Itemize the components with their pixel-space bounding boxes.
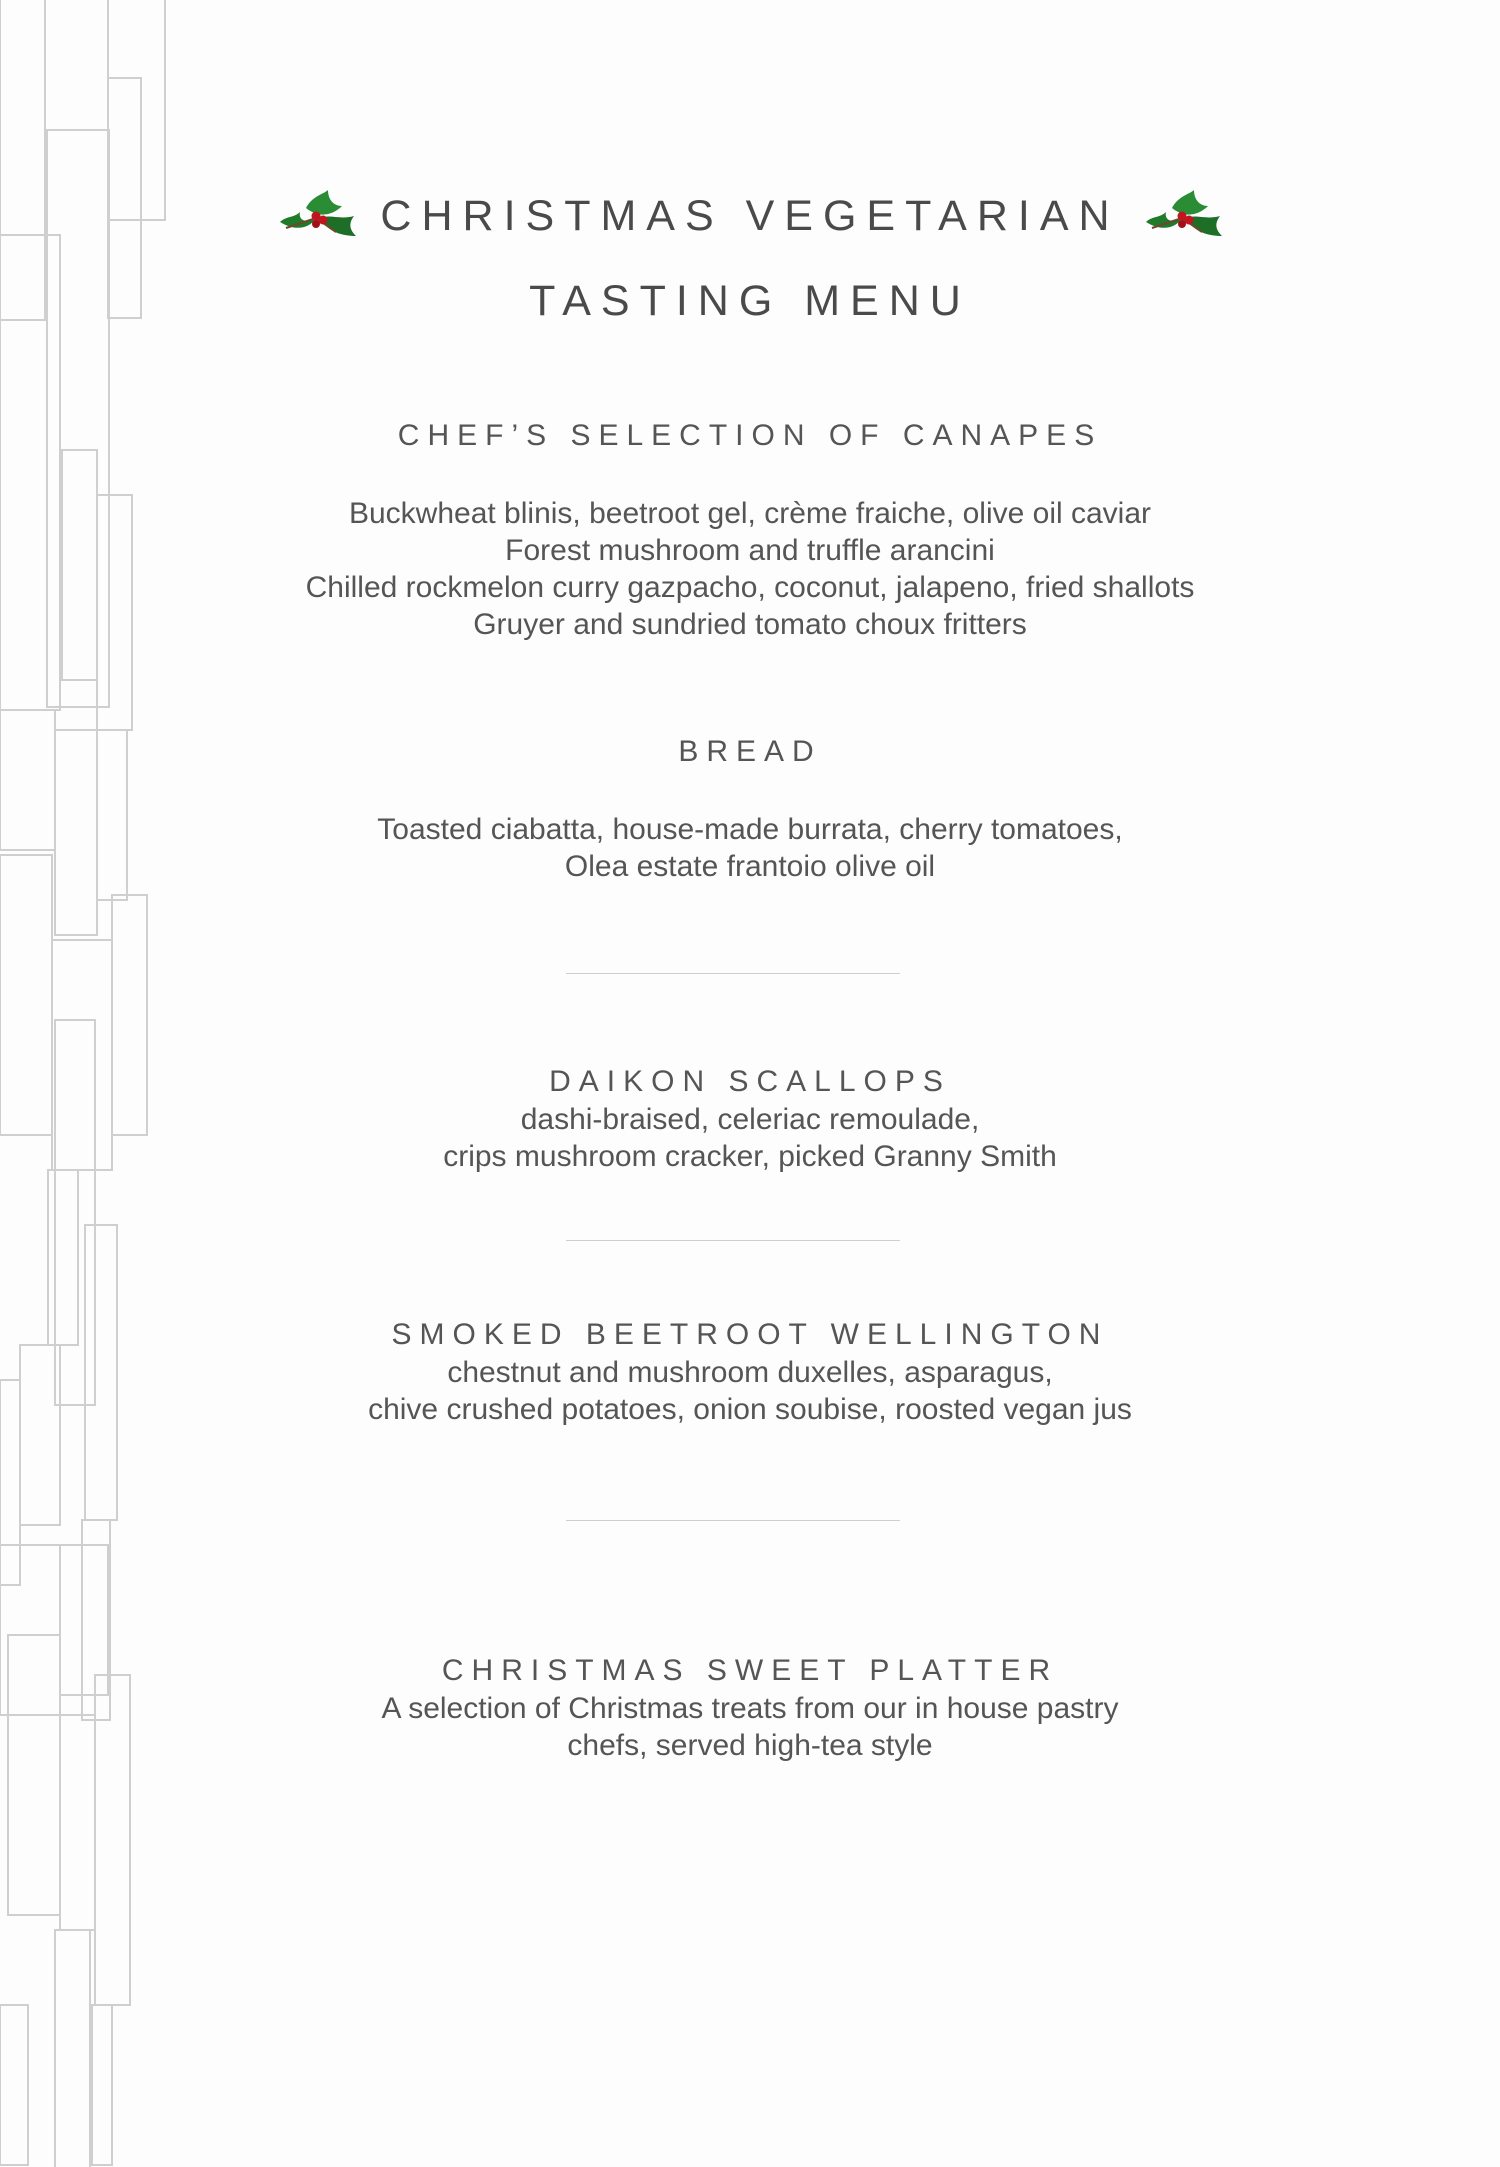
- course-canapes: [150, 421, 1350, 643]
- decorative-border: [0, 0, 170, 2167]
- course-item: Chilled rockmelon curry gazpacho, coconut, jalapeno, fried shallots: [305, 571, 1195, 604]
- menu-title-line2: TASTING MENU: [529, 277, 971, 325]
- divider: [566, 1240, 900, 1241]
- course-item: chefs, served high-tea style: [567, 1729, 933, 1762]
- divider: [566, 973, 900, 974]
- course-heading: CHRISTMAS SWEET PLATTER: [441, 1654, 1059, 1687]
- course-beetroot-wellington: [150, 1320, 1350, 1428]
- course-item: chestnut and mushroom duxelles, asparagus,: [447, 1356, 1053, 1389]
- course-heading: SMOKED BEETROOT WELLINGTON: [391, 1318, 1109, 1351]
- divider: [566, 1520, 900, 1521]
- course-item: A selection of Christmas treats from our in house pastry: [381, 1692, 1119, 1725]
- course-item: Toasted ciabatta, house-made burrata, cherry tomatoes,: [377, 813, 1123, 846]
- course-daikon-scallops: [150, 1067, 1350, 1175]
- holly-icon: [276, 188, 358, 244]
- menu-title-line1: CHRISTMAS VEGETARIAN: [380, 191, 1120, 240]
- course-heading: DAIKON SCALLOPS: [549, 1065, 951, 1098]
- course-heading: CHEF’S SELECTION OF CANAPES: [397, 419, 1103, 452]
- course-item: Gruyer and sundried tomato choux fritters: [473, 608, 1027, 641]
- holly-icon: [1142, 188, 1224, 244]
- course-item: chive crushed potatoes, onion soubise, roosted vegan jus: [368, 1393, 1132, 1426]
- course-item: crips mushroom cracker, picked Granny Smith: [443, 1140, 1057, 1173]
- course-item: Buckwheat blinis, beetroot gel, crème fraiche, olive oil caviar: [348, 497, 1152, 530]
- course-bread: [150, 737, 1350, 885]
- course-item: Olea estate frantoio olive oil: [564, 850, 936, 883]
- title-row: [150, 188, 1350, 244]
- course-item: dashi-braised, celeriac remoulade,: [520, 1103, 980, 1136]
- course-item: Forest mushroom and truffle arancini: [505, 534, 995, 567]
- course-sweet-platter: [150, 1656, 1350, 1764]
- course-heading: BREAD: [678, 735, 822, 768]
